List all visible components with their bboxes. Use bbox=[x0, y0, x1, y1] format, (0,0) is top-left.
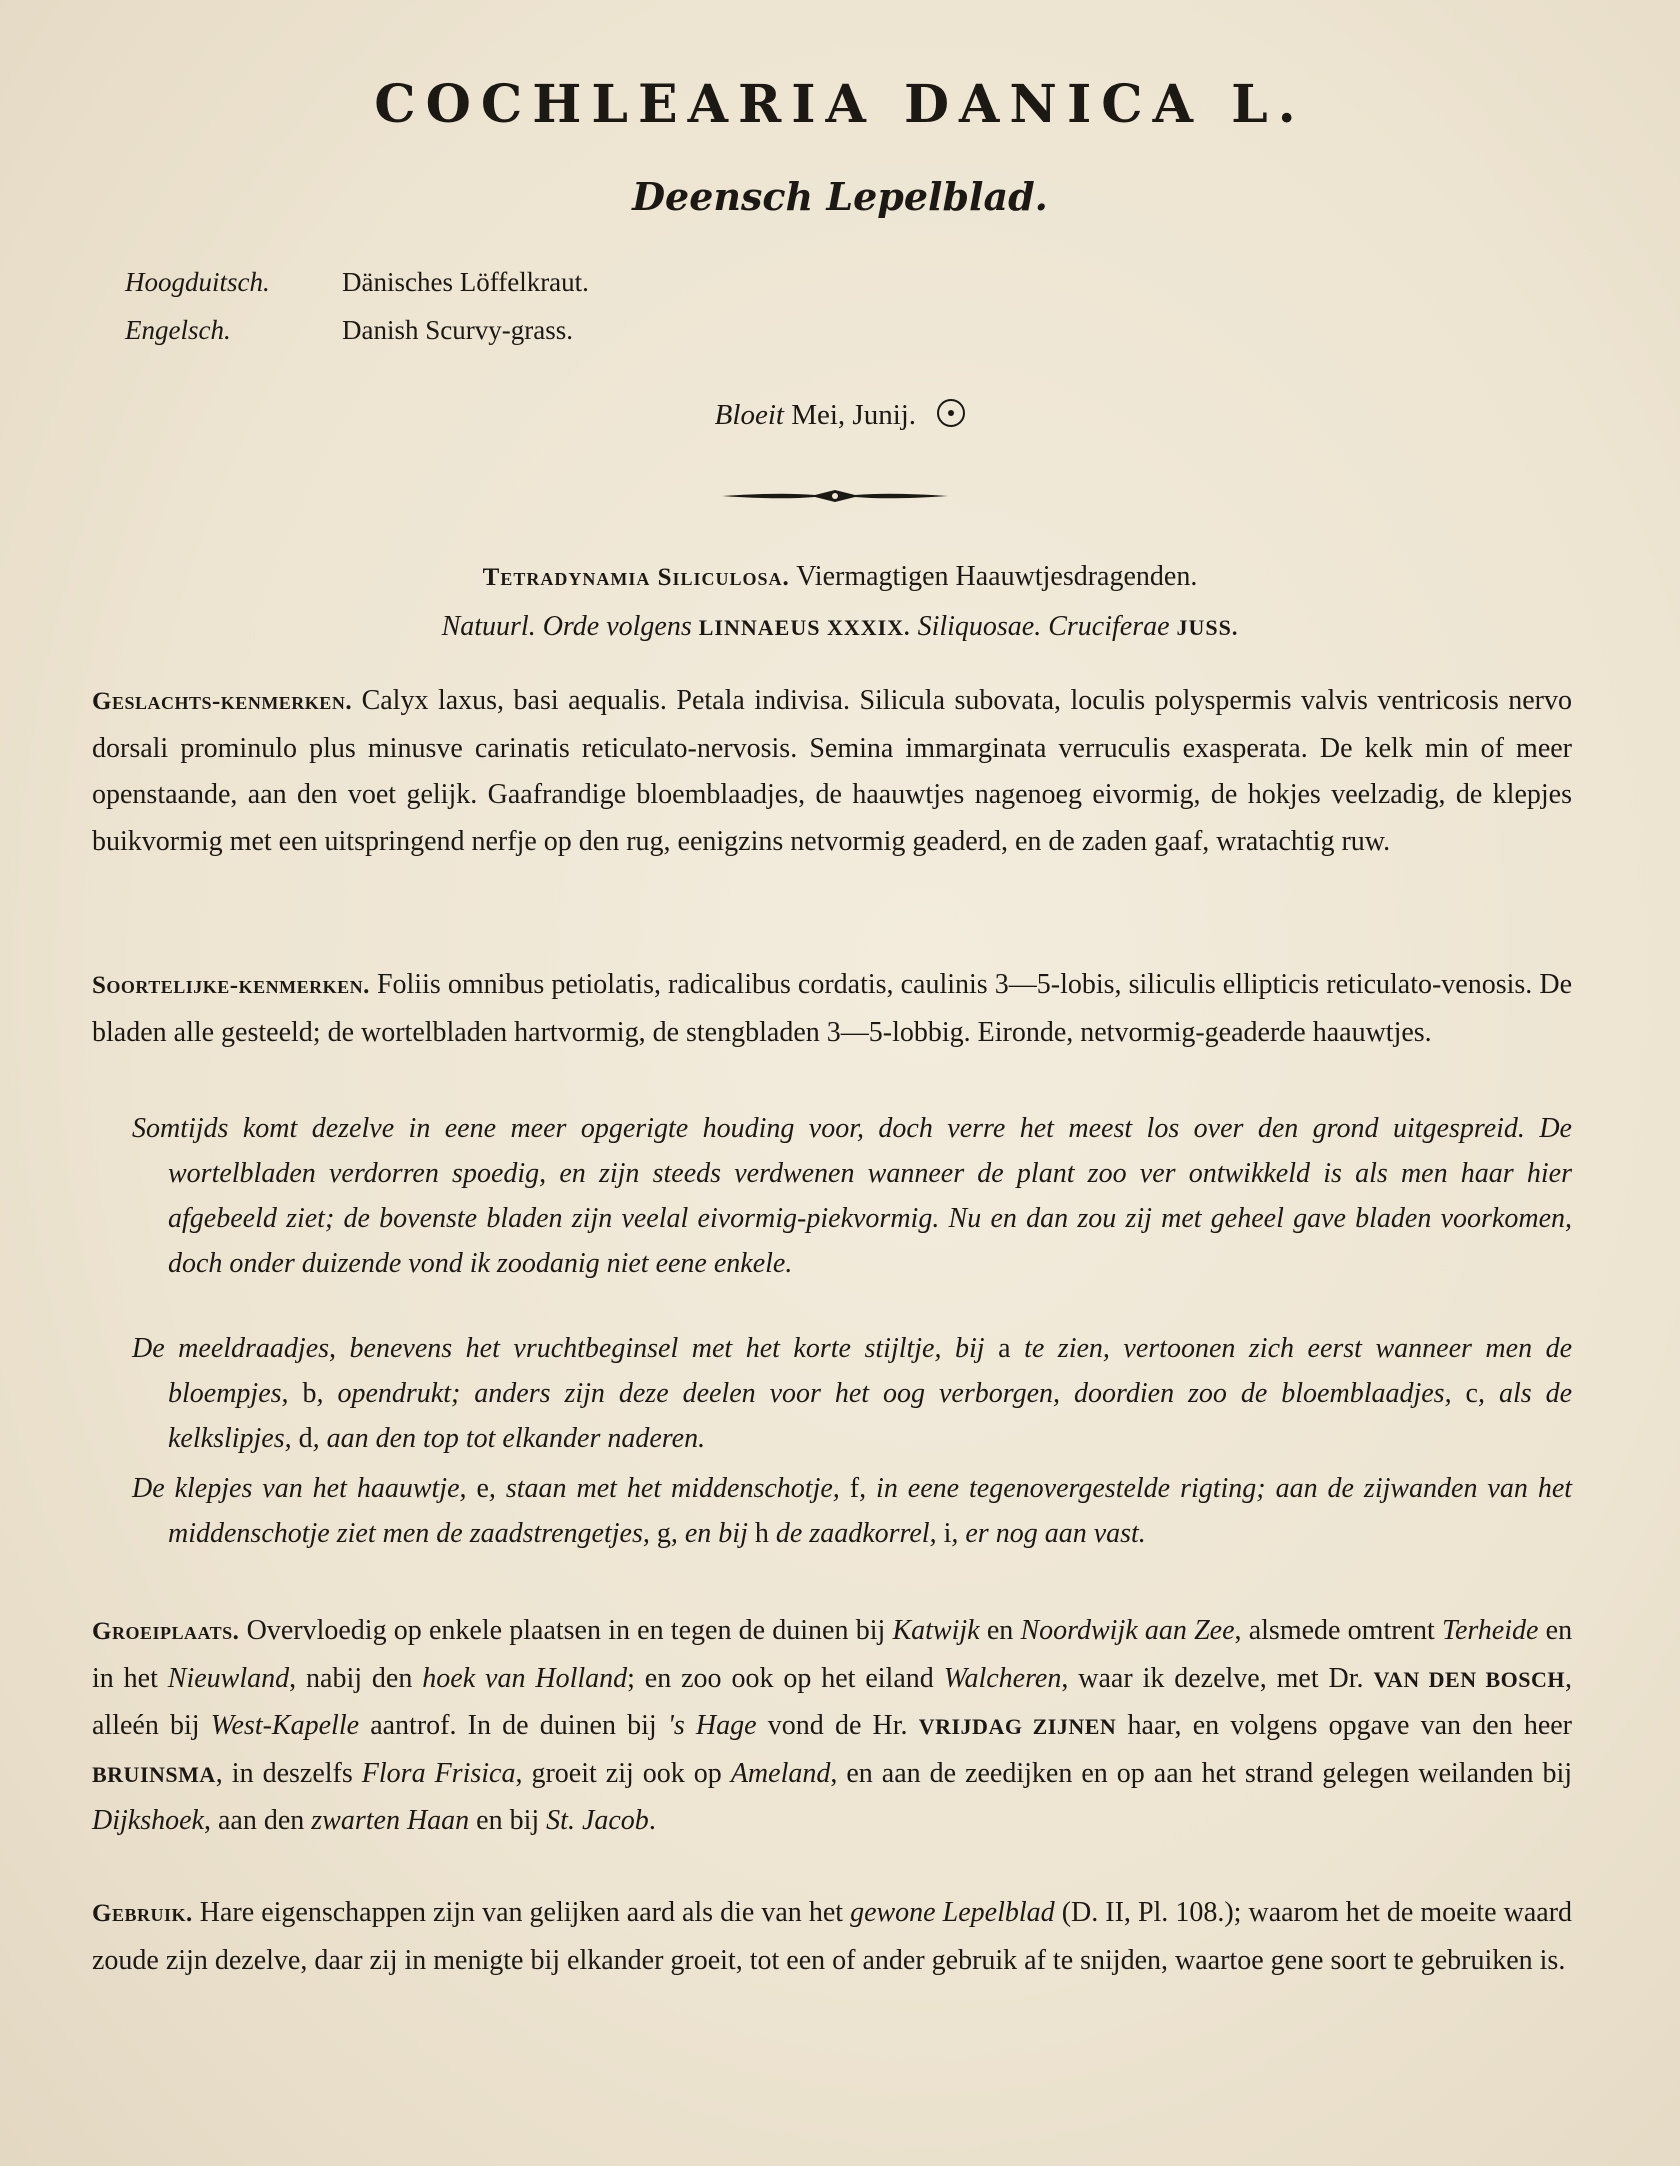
habitat-text: , alleén bij bbox=[92, 1662, 1573, 1741]
figure-letter: b bbox=[302, 1378, 317, 1409]
annual-symbol-icon bbox=[937, 399, 965, 427]
order-name: Siliquosae. bbox=[917, 611, 1042, 642]
observation-paragraph bbox=[132, 1466, 1572, 1556]
species-text: Foliis omnibus petiolatis, radicalibus cordatis, caulinis 3—5-lobis, siliculis ellipticis reticulato-venosis. De bladen alle gesteeld; de wortelbladen hartvormig, de stengbladen 3—5-lobbig. Eironde, netvormig-geaderde haauwtjes. bbox=[92, 969, 1573, 1048]
figure-letter: i bbox=[943, 1518, 952, 1549]
order-label: Natuurl. Orde volgens bbox=[441, 611, 692, 642]
genus-text: Calyx laxus, basi aequalis. Petala indivisa. Silicula subovata, loculis polyspermis valvis ventricosis nervo dorsali prominulo plus minusve carinatis reticulato-nervosis. Semina immarginata verruculis exasperata. De kelk min of meer openstaande, aan den voet gelijk. Gaafrandige bloemblaadjes, de haauwtjes nagenoeg eivormig, de hokjes veelzadig, de klepjes buikvormig met een uitspringend nerfje op den rug, eenigzins netvormig geaderd, en de zaden gaaf, wratachtig ruw. bbox=[92, 685, 1572, 857]
observation-paragraph bbox=[132, 1326, 1572, 1461]
bloom-months: Mei, Junij. bbox=[791, 399, 917, 431]
observation-text: , opendrukt; anders zijn deze deelen voor het oog verborgen, doordien zoo de bloemblaadjes, bbox=[316, 1378, 1452, 1409]
name-row bbox=[125, 258, 589, 306]
place-name: 's Hage bbox=[667, 1710, 757, 1741]
foreign-names bbox=[125, 258, 589, 354]
section-heading: Groeiplaats. bbox=[92, 1618, 240, 1645]
language-label: Engelsch. bbox=[125, 315, 231, 345]
observation-text: te zien, vertoonen zich eerst wanneer men de bloempjes, bbox=[168, 1333, 1573, 1409]
observation-text: De meeldraadjes, benevens het vruchtbeginsel met het korte stijltje, bij bbox=[132, 1333, 985, 1364]
habitat-text: , nabij den bbox=[289, 1662, 413, 1694]
system-line bbox=[0, 555, 1680, 600]
habitat-paragraph bbox=[92, 1608, 1572, 1845]
use-paragraph bbox=[92, 1890, 1572, 1984]
system-label: Tetradynamia Siliculosa. bbox=[482, 564, 790, 591]
plant-name: gewone Lepelblad bbox=[850, 1897, 1055, 1928]
section-heading: Soortelijke-kenmerken. bbox=[92, 972, 370, 999]
book-title: Flora Frisica bbox=[361, 1757, 516, 1789]
species-paragraph bbox=[92, 962, 1572, 1056]
person-name: VAN DEN BOSCH bbox=[1373, 1666, 1566, 1692]
habitat-text: aantrof. In de duinen bij bbox=[370, 1710, 657, 1741]
dutch-name: Deensch Lepelblad. bbox=[632, 174, 1048, 219]
section-heading: Geslachts-kenmerken. bbox=[92, 688, 353, 715]
place-name: Ameland bbox=[730, 1757, 831, 1789]
use-text: Hare eigenschappen zijn van gelijken aard als die van het bbox=[199, 1897, 844, 1928]
person-name: VRIJDAG ZIJNEN bbox=[918, 1714, 1117, 1739]
genus-paragraph bbox=[92, 678, 1572, 865]
observation-text: de zaadkorrel, bbox=[775, 1518, 937, 1549]
place-name: Noordwijk aan Zee bbox=[1020, 1615, 1235, 1646]
figure-letter: g bbox=[656, 1518, 671, 1549]
observation-text: , staan met het middenschotje, bbox=[488, 1473, 840, 1504]
figure-letter: e bbox=[476, 1473, 489, 1504]
foreign-name: Dänisches Löffelkraut. bbox=[342, 267, 589, 297]
habitat-text: , waar ik dezelve, met Dr. bbox=[1061, 1662, 1364, 1694]
foreign-name: Danish Scurvy-grass. bbox=[342, 315, 573, 345]
figure-letter: d bbox=[298, 1423, 313, 1454]
use-text: (D. II, Pl. 108.); waarom het de moeite waard zoude zijn dezelve, daar zij in menigte bij elkander groeit, tot een of ander gebruik af te snijden, waartoe gene soort te gebruiken is. bbox=[92, 1897, 1573, 1976]
section-heading: Gebruik. bbox=[92, 1900, 193, 1927]
habitat-text: haar, en volgens opgave van den heer bbox=[1127, 1710, 1572, 1741]
habitat-text: en bbox=[986, 1615, 1014, 1646]
name-row bbox=[125, 306, 589, 354]
system-text: Viermagtigen Haauwtjesdragenden. bbox=[796, 561, 1198, 592]
place-name: West-Kapelle bbox=[210, 1710, 360, 1741]
place-name: Katwijk bbox=[892, 1615, 980, 1646]
habitat-text: ; en zoo ook op het eiland bbox=[627, 1662, 934, 1694]
observation-text: De klepjes van het haauwtje, bbox=[132, 1473, 467, 1504]
figure-letter: a bbox=[998, 1333, 1011, 1364]
family-name: Cruciferae bbox=[1048, 611, 1170, 642]
ornamental-rule-icon bbox=[720, 485, 950, 507]
observation-text: , als de kelkslipjes, bbox=[168, 1378, 1573, 1454]
person-name: BRUINSMA bbox=[92, 1761, 216, 1787]
place-name: hoek van Holland bbox=[422, 1662, 628, 1694]
observation-text: , in eene tegenovergestelde rigting; aan de zijwanden van het middenschotje ziet men de zaadstrengetjes, bbox=[168, 1473, 1573, 1549]
place-name: Nieuwland bbox=[167, 1662, 290, 1694]
habitat-text: . bbox=[648, 1805, 656, 1836]
bloom-line bbox=[0, 390, 1680, 440]
place-name: Dijkshoek bbox=[92, 1805, 204, 1836]
observation-paragraph: Somtijds komt dezelve in eene meer opgerigte houding voor, doch verre het meest los over den grond uitgespreid. De wortelbladen verdorren spoedig, en zijn steeds verdwenen wanneer de plant zoo ver ontwikkeld is als men haar hier afgebeeld ziet; de bovenste bladen zijn veelal eivormig-piekvormig. Nu en dan zou zij met geheel gave bladen voorkomen, doch onder duizende vond ik zoodanig niet eene enkele. bbox=[132, 1113, 1572, 1279]
place-name: St. Jacob bbox=[546, 1805, 649, 1836]
order-line bbox=[0, 605, 1680, 650]
figure-letter: h bbox=[754, 1518, 769, 1549]
observation-text: , aan den top tot elkander naderen. bbox=[312, 1423, 706, 1454]
figure-letter: f bbox=[849, 1473, 860, 1504]
place-name: zwarten Haan bbox=[311, 1805, 470, 1836]
habitat-text: , aan den bbox=[203, 1805, 305, 1836]
habitat-text: Overvloedig op enkele plaatsen in en tegen de duinen bij bbox=[246, 1615, 886, 1646]
order-author: LINNAEUS XXXIX. bbox=[698, 615, 911, 640]
habitat-text: vond de Hr. bbox=[767, 1710, 908, 1741]
observation-text: , er nog aan vast. bbox=[951, 1518, 1146, 1549]
place-name: Terheide bbox=[1441, 1615, 1539, 1646]
habitat-text: en bij bbox=[476, 1805, 540, 1836]
habitat-text: en in het bbox=[92, 1615, 1573, 1694]
habitat-text: , groeit zij ook op bbox=[515, 1757, 722, 1789]
bloom-label: Bloeit bbox=[714, 399, 784, 431]
family-author: JUSS. bbox=[1176, 615, 1239, 640]
habitat-text: , en aan de zeedijken en op aan het strand gelegen weilanden bij bbox=[830, 1757, 1573, 1789]
figure-letter: c bbox=[1465, 1378, 1478, 1409]
habitat-text: , in deszelfs bbox=[215, 1757, 353, 1789]
page-title: COCHLEARIA DANICA L. bbox=[374, 74, 1306, 135]
language-label: Hoogduitsch. bbox=[125, 267, 270, 297]
place-name: Walcheren bbox=[943, 1662, 1062, 1694]
habitat-text: , alsmede omtrent bbox=[1234, 1615, 1435, 1646]
observation-text: , en bij bbox=[670, 1518, 748, 1549]
